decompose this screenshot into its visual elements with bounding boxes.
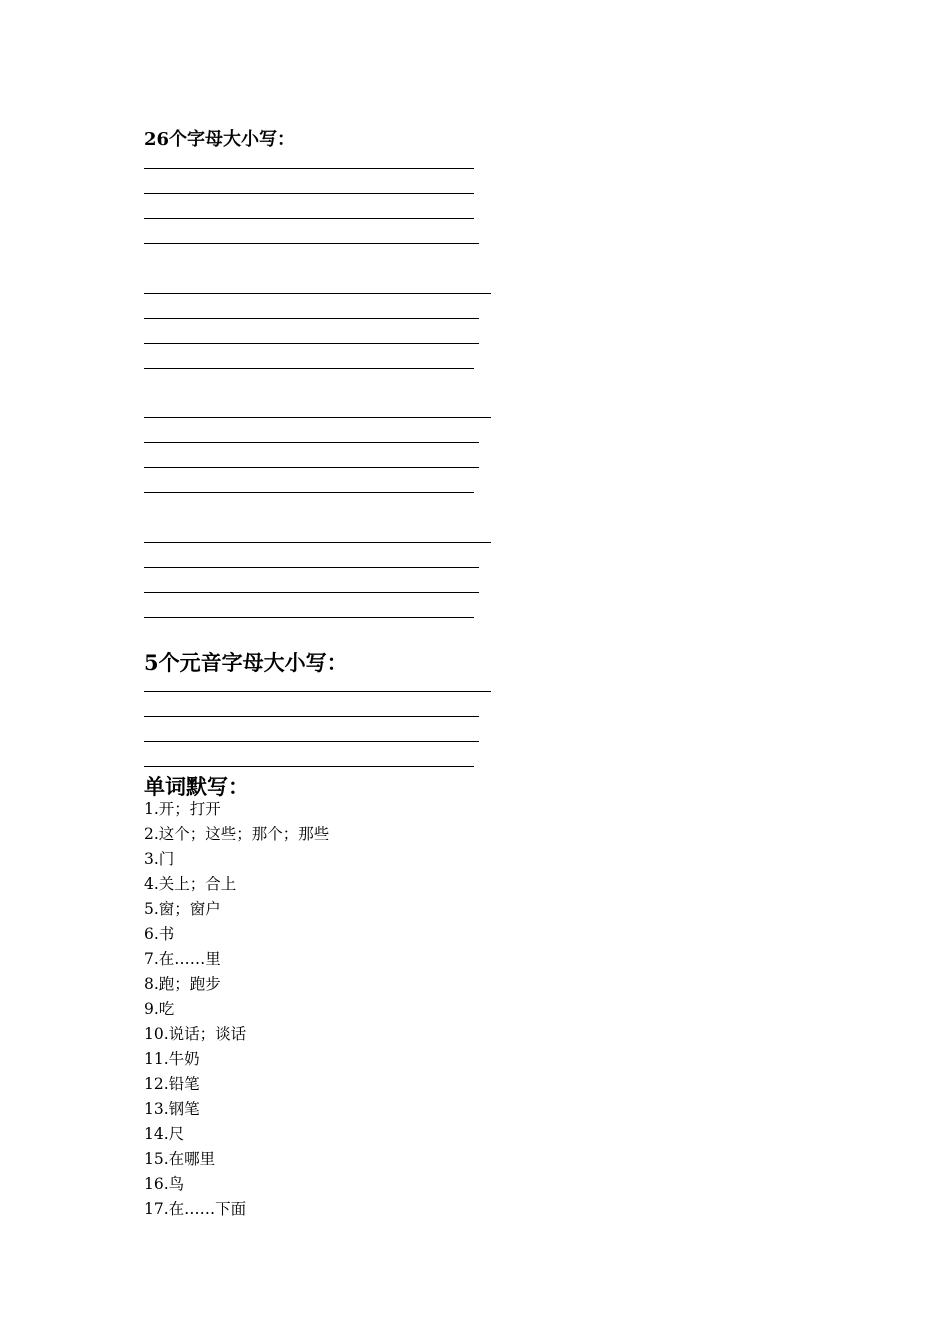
writing-line — [144, 293, 491, 294]
list-item: 8.跑；跑步 — [144, 975, 221, 993]
writing-line — [144, 442, 479, 443]
writing-line — [144, 318, 479, 319]
writing-line — [144, 766, 474, 767]
list-item: 7.在……里 — [144, 950, 221, 968]
writing-line — [144, 617, 474, 618]
list-item: 3.门 — [144, 850, 175, 868]
alphabet-heading: 26个字母大小写： — [144, 129, 296, 150]
list-item: 17.在……下面 — [144, 1200, 247, 1218]
list-item: 5.窗；窗户 — [144, 900, 221, 918]
list-item: 9.吃 — [144, 1000, 175, 1018]
list-item: 6.书 — [144, 925, 175, 943]
writing-line — [144, 592, 479, 593]
list-item: 4.关上；合上 — [144, 875, 237, 893]
writing-line — [144, 168, 474, 169]
list-item: 11.牛奶 — [144, 1050, 200, 1068]
list-item: 1.开；打开 — [144, 800, 221, 818]
vowel-heading: 5个元音字母大小写： — [144, 650, 348, 675]
list-item: 12.铅笔 — [144, 1075, 200, 1093]
writing-line — [144, 193, 474, 194]
writing-line — [144, 741, 479, 742]
writing-line — [144, 243, 479, 244]
writing-line — [144, 368, 474, 369]
dictation-heading: 单词默写： — [144, 774, 249, 799]
writing-line — [144, 716, 479, 717]
writing-line — [144, 691, 491, 692]
writing-line — [144, 492, 474, 493]
writing-line — [144, 567, 479, 568]
writing-line — [144, 542, 491, 543]
list-item: 13.钢笔 — [144, 1100, 200, 1118]
vocabulary-list — [144, 797, 329, 1222]
writing-line — [144, 417, 491, 418]
list-item: 14.尺 — [144, 1125, 185, 1143]
writing-line — [144, 343, 479, 344]
list-item: 2.这个；这些；那个；那些 — [144, 825, 330, 843]
list-item: 16.鸟 — [144, 1175, 185, 1193]
writing-line — [144, 218, 474, 219]
list-item: 15.在哪里 — [144, 1150, 216, 1168]
writing-line — [144, 467, 479, 468]
list-item: 10.说话；谈话 — [144, 1025, 247, 1043]
